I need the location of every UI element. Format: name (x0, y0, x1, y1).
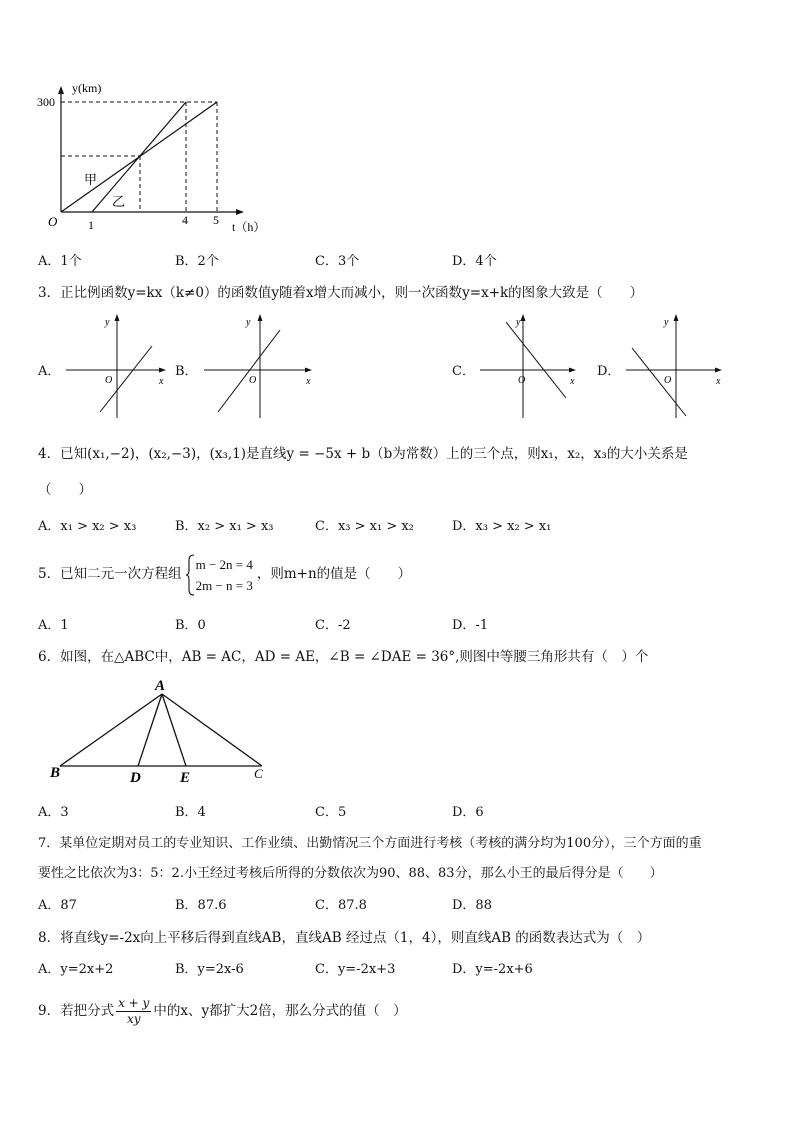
q5-eq2: 2m − n = 3 (195, 577, 253, 593)
q3-option-c-letter[interactable]: C． (452, 364, 475, 379)
q7-option-c[interactable]: C．87.8 (315, 898, 367, 913)
q4-option-d[interactable]: D．x₃ > x₂ > x₁ (452, 519, 552, 534)
vertex-C: C (254, 766, 263, 781)
q9-fraction (116, 996, 151, 1027)
q5-option-a[interactable]: A．1 (38, 618, 69, 633)
q6-option-b[interactable]: B．4 (175, 805, 206, 820)
q3d-y: y (664, 317, 669, 328)
q3-graph-b[interactable] (200, 312, 320, 422)
q2-option-a[interactable]: A．1个 (38, 254, 82, 269)
q3a-x: x (159, 376, 164, 387)
q6-triangle-figure (40, 674, 280, 786)
vertex-A: A (155, 678, 166, 694)
q6-option-a[interactable]: A．3 (38, 805, 69, 820)
graph-origin: O (48, 214, 58, 229)
q7-option-a[interactable]: A．87 (38, 898, 77, 913)
q5-equation-system (186, 554, 253, 596)
x-tick-1: 1 (88, 218, 94, 232)
q3-option-d-letter[interactable]: D． (597, 364, 621, 379)
q3-option-b-letter[interactable]: B． (175, 364, 198, 379)
q3c-o: O (518, 375, 526, 386)
distance-time-graph (30, 78, 280, 238)
q3-stem: 3．正比例函数y=kx（k≠0）的函数值y随着x增大而减小，则一次函数y=x+k的图象大致是（ ） (38, 285, 644, 301)
q9-suffix: 中的x、y都扩大2倍，那么分式的值（ ） (153, 1003, 407, 1019)
q5-option-b[interactable]: B．0 (175, 618, 206, 633)
q9-denominator: xy (126, 1012, 141, 1026)
q5-eq1: m − 2n = 4 (195, 556, 253, 572)
q5-prefix: 5．已知二元一次方程组 (38, 566, 182, 582)
x-tick-5: 5 (213, 213, 219, 227)
q3-option-a-letter[interactable]: A． (38, 364, 61, 379)
q7-stem-line1: 7．某单位定期对员工的专业知识、工作业绩、出勤情况三个方面进行考核（考核的满分均为100分），三个方面的重 (38, 836, 702, 851)
q7-option-d[interactable]: D．88 (452, 898, 492, 913)
q3-graph-a[interactable] (62, 312, 172, 422)
x-axis-label: t（h） (232, 220, 266, 234)
q8-stem: 8．将直线y=-2x向上平移后得到直线AB，直线AB 经过点（1，4），则直线AB 的函数表达式为（ ） (38, 930, 651, 946)
q9-numerator: x + y (118, 996, 150, 1010)
graph-x-arrow (236, 209, 244, 215)
q9-prefix: 9．若把分式 (38, 1003, 115, 1019)
q3c-x: x (570, 376, 575, 387)
q6-option-d[interactable]: D．6 (452, 805, 484, 820)
q3a-o: O (105, 375, 113, 386)
q3b-x: x (306, 376, 311, 387)
q6-stem: 6．如图，在△ABC中，AB = AC，AD = AE，∠B = ∠DAE = 36°,则图中等腰三角形共有（ ）个 (38, 649, 649, 665)
q5-option-d[interactable]: D．-1 (452, 618, 489, 633)
q3b-y: y (246, 317, 251, 328)
q3-graph-d[interactable] (622, 312, 732, 422)
q5-option-c[interactable]: C．-2 (315, 618, 351, 633)
q3-graph-c[interactable] (476, 312, 586, 422)
q4-option-b[interactable]: B．x₂ > x₁ > x₃ (175, 519, 274, 534)
q7-stem-line2: 要性之比依次为3：5：2.小王经过考核后所得的分数依次为90、88、83分，那么小王的最后得分是（ ） (38, 866, 663, 881)
q5-suffix: ，则m+n的值是（ ） (256, 566, 412, 582)
q2-option-b[interactable]: B．2个 (175, 254, 219, 269)
q2-option-d[interactable]: D．4个 (452, 254, 497, 269)
vertex-D: D (130, 770, 141, 786)
vertex-B: B (50, 765, 61, 781)
vertex-E: E (180, 770, 191, 786)
q4-option-a[interactable]: A．x₁ > x₂ > x₃ (38, 519, 137, 534)
q8-option-a[interactable]: A．y=2x+2 (38, 962, 114, 977)
label-jia: 甲 (84, 172, 98, 187)
q7-option-b[interactable]: B．87.6 (175, 898, 227, 913)
graph-y-arrow (58, 86, 64, 94)
q4-paren: （ ） (38, 482, 92, 498)
q3b-o: O (249, 375, 257, 386)
label-yi: 乙 (112, 194, 126, 209)
q8-option-c[interactable]: C．y=-2x+3 (315, 962, 396, 977)
q8-option-d[interactable]: D．y=-2x+6 (452, 962, 533, 977)
y-tick-300: 300 (37, 95, 55, 109)
q3c-y: y (516, 317, 521, 328)
q3a-y: y (105, 317, 110, 328)
y-axis-label: y(km) (72, 81, 102, 95)
line-yi (92, 102, 186, 212)
q5-stem (38, 552, 411, 596)
x-tick-4: 4 (182, 213, 188, 227)
q3d-o: O (664, 375, 672, 386)
q3d-x: x (716, 376, 721, 387)
q6-option-c[interactable]: C．5 (315, 805, 347, 820)
q8-option-b[interactable]: B．y=2x-6 (175, 962, 244, 977)
q2-option-c[interactable]: C．3个 (315, 254, 360, 269)
q4-option-c[interactable]: C．x₃ > x₁ > x₂ (315, 519, 414, 534)
q9-stem (38, 993, 407, 1029)
q4-stem: 4．已知(x₁,−2)，(x₂,−3)，(x₃,1)是直线y = −5x + b（b为常数）上的三个点，则x₁，x₂，x₃的大小关系是 (38, 446, 688, 462)
